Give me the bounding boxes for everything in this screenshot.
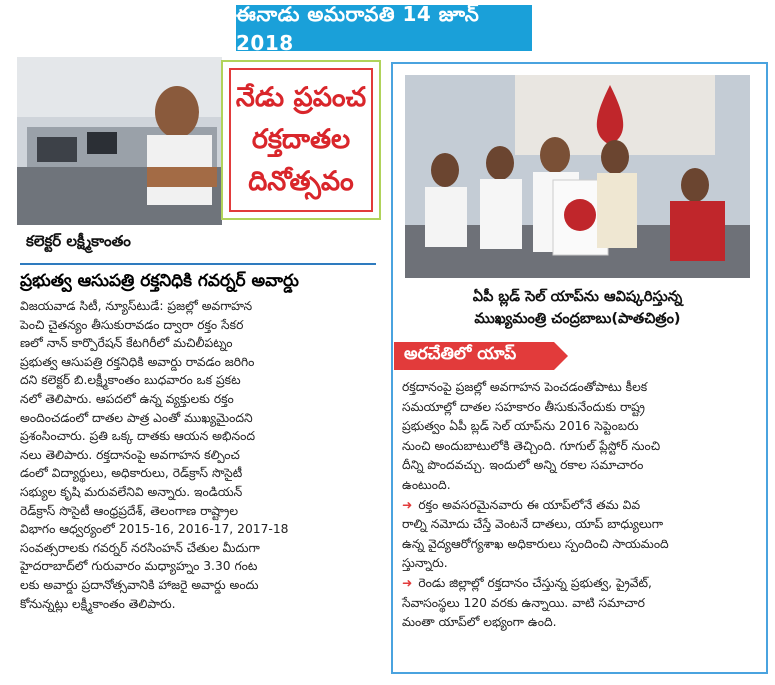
body-line: ప్రశంసించారు. ప్రతి ఒక్క దాతకు ఆయన అభినంద xyxy=(20,429,256,444)
body-line: దీన్ని పొందవచ్చు. ఇందులో అన్ని రకాల సమాచారం xyxy=(402,458,644,473)
bullet-line xyxy=(402,574,758,594)
right-article-body xyxy=(402,378,758,633)
highlight-line-2: రక్తదాతల xyxy=(251,124,351,155)
body-text: రెండు జిల్లాల్లో రక్తదానం చేస్తున్న ప్రభుత్వ, ప్రైవేట్, xyxy=(418,575,652,590)
cm-caption-line-2: ముఖ్యమంత్రి చంద్రబాబు(పాతచిత్రం) xyxy=(474,311,681,327)
body-line: రక్తదానంపై ప్రజల్లో అవగాహన పెంచడంతోపాటు కీలక xyxy=(402,380,648,394)
body-line: ప్రభుత్వ ఆసుపత్రి రక్తనిధికి అవార్డు రావడం జరిగిం xyxy=(20,354,255,369)
article-headline: ప్రభుత్వ ఆసుపత్రి రక్తనిధికి గవర్నర్ అవార్డు xyxy=(20,263,376,301)
body-line: ఉన్న వైద్యఆరోగ్యశాఖ అధికారులు స్పందించి సాయమంది xyxy=(402,536,669,551)
highlight-frame xyxy=(229,68,373,212)
body-line: సంవత్సరాలకు గవర్నర్ నరసింహన్ చేతుల మీదుగా xyxy=(20,540,260,555)
body-line: సమయాల్లో దాతల సహకారం తీసుకునేందుకు రాష్ట్ర xyxy=(402,399,645,414)
body-line: నుంచి అందుబాటులోకి తెచ్చింది. గూగుల్ ప్లేస్టోర్ నుంచి xyxy=(402,438,661,453)
body-line: విజయవాడ సిటీ, న్యూస్‌టుడే: ప్రజల్లో అవగాహన xyxy=(20,299,253,313)
body-line: సేవాసంస్థలు 120 వరకు ఉన్నాయి. వాటి సమాచార xyxy=(402,595,645,610)
bullet-line xyxy=(402,496,758,516)
section-banner: అరచేతిలో యాప్ xyxy=(394,342,554,370)
bullet-arrow-icon: ➜ xyxy=(402,497,413,512)
bullet-arrow-icon: ➜ xyxy=(402,575,413,590)
cm-photo-caption xyxy=(405,286,750,330)
body-line: కోనున్నట్లు లక్ష్మీకాంతం తెలిపారు. xyxy=(20,596,176,611)
body-line: ణలో నాన్ కార్పొరేషన్ కేటగిరీలో మచిలీపట్నం xyxy=(20,336,233,351)
body-line: రెడ్‌క్రాస్ సొసైటీ ఆంధ్రప్రదేశ్, తెలంగాణ రాష్ట్రాల xyxy=(20,503,239,518)
body-line: లకు అవార్డు ప్రదానోత్సవానికి హాజరై అవార్డు అందు xyxy=(20,577,259,592)
body-line: దని కలెక్టర్ బి.లక్ష్మీకాంతం బుధవారం ఒక ప్రకట xyxy=(20,373,241,388)
body-line: రాల్ని నమోదు చేస్తే వెంటనే దాతలు, యాప్ బాధ్యులుగా xyxy=(402,517,664,532)
body-line: హైదరాబాద్‌లో గురువారం మధ్యాహ్నం 3.30 గంట xyxy=(20,559,258,574)
collector-caption: కలెక్టర్ లక్ష్మీకాంతం xyxy=(26,232,131,250)
body-line: పెంచి చైతన్యం తీసుకురావడం ద్వారా రక్తం సేకర xyxy=(20,317,244,332)
cm-caption-line-1: ఏపీ బ్లడ్ సెల్ యాప్‌ను ఆవిష్కరిస్తున్న xyxy=(472,289,683,305)
highlight-line-1: నేడు ప్రపంచ xyxy=(235,82,367,113)
body-line: మంతా యాప్‌లో లభ్యంగా ఉంది. xyxy=(402,615,557,630)
chief-minister-photo xyxy=(405,75,750,278)
body-line: ప్రభుత్వం ఏపీ బ్లడ్ సెల్ యాప్‌ను 2016 సెప్టెంబరు xyxy=(402,419,639,434)
body-line: ఉంటుంది. xyxy=(402,477,451,492)
left-article-body xyxy=(20,297,380,613)
body-line: నలో తెలిపారు. ఆపదలో ఉన్న వ్యక్తులకు రక్తం xyxy=(20,391,234,406)
body-text: రక్తం అవసరమైనవారు ఈ యాప్‌లోనే తమ వివ xyxy=(418,497,641,512)
highlight-text xyxy=(236,77,366,203)
collector-photo xyxy=(17,57,222,225)
body-line: అందించడంలో దాతల పాత్ర ఎంతో ముఖ్యమైందని xyxy=(20,410,253,425)
highlight-line-3: దినోత్సవం xyxy=(248,166,354,197)
body-line: స్తున్నారు. xyxy=(402,556,448,571)
body-line: సభ్యుల కృషి మరువలేనివి అన్నారు. ఇండియన్ xyxy=(20,484,243,499)
body-line: డంలో విద్యార్థులు, అధికారులు, రెడ్‌క్రాస్ సొసైటీ xyxy=(20,466,243,481)
body-line: నలు తెలిపారు. రక్తదానంపై అవగాహన కల్పించ xyxy=(20,447,240,462)
masthead-banner: ఈనాడు అమరావతి 14 జూన్ 2018 xyxy=(236,5,532,51)
body-line: విభాగం ఆధ్వర్యంలో 2015-16, 2016-17, 2017-18 xyxy=(20,522,289,537)
world-blood-donor-day-box xyxy=(221,60,381,220)
